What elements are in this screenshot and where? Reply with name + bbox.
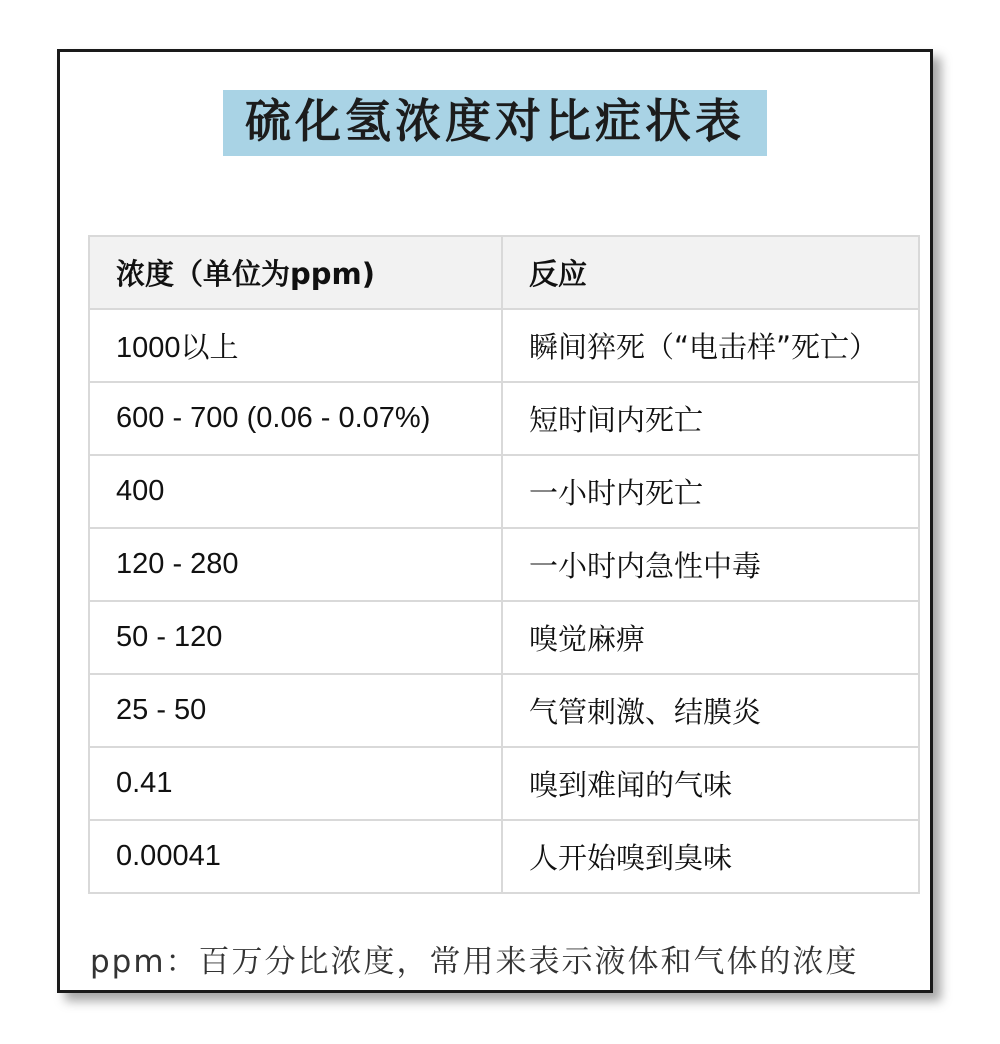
- table-row: [89, 528, 919, 601]
- cell-concentration: 0.41: [89, 747, 502, 820]
- cell-concentration: 120 - 280: [89, 528, 502, 601]
- cell-reaction: 一小时内急性中毒: [502, 528, 919, 601]
- cell-concentration: 600 - 700 (0.06 - 0.07%): [89, 382, 502, 455]
- table-row: [89, 601, 919, 674]
- cell-reaction: 嗅到难闻的气味: [502, 747, 919, 820]
- footnote: ppm：百万分比浓度，常用来表示液体和气体的浓度: [90, 944, 859, 980]
- cell-concentration: 25 - 50: [89, 674, 502, 747]
- cell-reaction: 人开始嗅到臭味: [502, 820, 919, 893]
- page-title: 硫化氢浓度对比症状表: [223, 90, 767, 156]
- cell-concentration: 0.00041: [89, 820, 502, 893]
- title-wrapper: [60, 90, 930, 156]
- concentration-table: [88, 235, 920, 894]
- cell-reaction: 嗅觉麻痹: [502, 601, 919, 674]
- table-row: [89, 820, 919, 893]
- cell-concentration: 400: [89, 455, 502, 528]
- cell-reaction: 一小时内死亡: [502, 455, 919, 528]
- table-row: [89, 382, 919, 455]
- table-row: [89, 674, 919, 747]
- cell-reaction: 短时间内死亡: [502, 382, 919, 455]
- cell-reaction: 瞬间猝死（“电击样”死亡）: [502, 309, 919, 382]
- header-reaction: 反应: [502, 236, 919, 309]
- table-row: [89, 309, 919, 382]
- table-row: [89, 455, 919, 528]
- cell-concentration: 1000以上: [89, 309, 502, 382]
- cell-reaction: 气管刺激、结膜炎: [502, 674, 919, 747]
- info-card: [57, 49, 933, 993]
- table-row: [89, 747, 919, 820]
- table-header-row: [89, 236, 919, 309]
- header-concentration: 浓度（单位为ppm): [89, 236, 502, 309]
- cell-concentration: 50 - 120: [89, 601, 502, 674]
